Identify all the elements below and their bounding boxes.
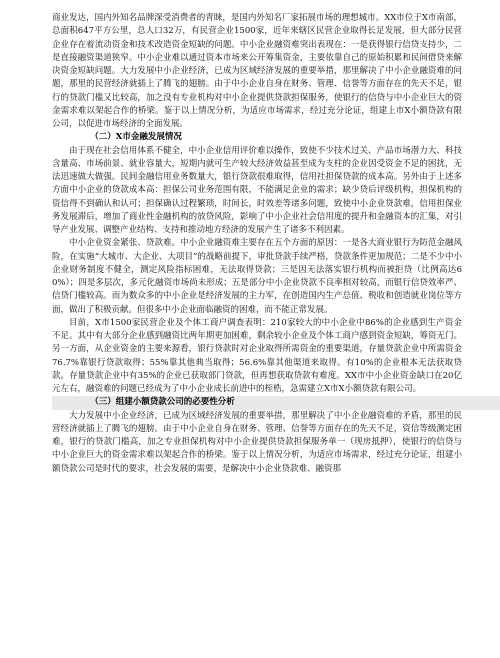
section-heading-row: [52, 131, 462, 144]
paragraph-intro: 商业发达，国内外知名品牌深受消费者的青睐，是国内外知名厂家拓展市场的理想城市。XX市位于X市南部，总面积647平方公里，总人口32万，有民营企业1500家，近年来辖区民营企业取得长足发展，但大部分民营企业存在着流动资金和技术改造资金短缺的问题。中小企业融资难突出表现在：一是获得银行信贷支持少，二是直接融资渠道狭窄。中小企业难以通过资本市场来公开筹集资金，主要依靠自己的原始积累和民间借贷来解决资金短缺问题。大力发展中小企业经济，已成为区域经济发展的重要举措，那里解决了中小企业融资难的问题，那里的民营经济就插上了腾飞的翅膀。由于中小企业自身在财务、管理、信誉等方面存在的先天不足，银行的贷款门槛又比较高，加之没有专业机构对中小企业提供贷款担保服务，使银行的信贷与中小企业巨大的资金需求难以架起合作的桥梁。鉴于以上情况分析，为适应市场需求，经过充分论证，组建上市X小额贷款有限公司，以促进市场经济的全面发展。: [52, 13, 462, 129]
section-heading-finance: （二）X市金融发展情况: [90, 132, 182, 143]
paragraph-loan-difficulty: 中小企业资金紧张、贷款难。中小企业融资难主要存在五个方面的原因：一是各大商业银行为防范金融风险，在实施“大城市、大企业、大项目”的战略前提下，审批贷款手续严格，贷款条件更加规范；二是不少中小企业财务制度不健全，测定风险指标困难，无法取得贷款；三是因无法落实银行机构而被拒贷（比例高达60%）；四是多层次，多元化融资市场尚未形成；五是部分中小企业贷款不良率相对较高，而银行信贷效率严、信贷门槛较高。而为数众多的中小企业是经济发展的主力军，在创造国内生产总值、税收和创造就业岗位等方面，做出了积极贡献。但很多中小企业面临融资的困难，而不能正常发展。: [52, 238, 462, 315]
paragraph-survey: 目前，X市1500家民营企业及个体工商户调查表明：210家较大的中小企业中86%的企业感到生产资金不足。其中有大部分企业感到融资比两年期更加困难，剩余较小企业及个体工商户感到资金短缺，筹资无门。另一方面，从企业资金的主要来源看，银行贷款时对企业取得所需资金的重要渠道，存量贷款企业中所需资金76.7%靠银行贷款取得；55%靠其他典当取得；56.6%靠其他渠道来取得。有10%的企业根本无法获取贷款。存量贷款企业中有35%的企业已获取部门贷款，但再想获取贷款有难度。XX市中小企业资金缺口在20亿元左右，融资难的问题已经成为了中小企业成长前进中的桎梏，急需建立X市X小额贷款有限公司。: [52, 317, 462, 394]
document-body: [52, 12, 462, 476]
paragraph-necessity: 大力发展中小企业经济，已成为区域经济发展的重要举措，那里解决了中小企业融资难的矛盾，那里的民营经济就插上了腾飞的翅膀。由于中小企业自身在财务、管理、信誉等方面存在的先天不足，资信等级测定困难，银行的贷款门槛高，加之专业担保机构对中小企业提供贷款担保服务单一（现房抵押），使银行的信贷与中小企业巨大的资金需求难以架起合作的桥梁。鉴于以上情况分析，为适应市场需求，经过充分论证，组建小额贷款公司是时代的要求，社会发展的需要，是解决中小企业贷款难、融资那: [52, 410, 462, 474]
section-heading-row-shaded: [52, 396, 462, 409]
paragraph-credit-system: 由于现在社会信用体系不健全，中小企业信用评价难以操作，致使不少技术过关、产品市场潜力大、科技含量高、市场前景、就业容量大，短期内就可生产较大经济效益甚至成为支柱的企业因受资金不足的困扰，无法迅速做大做强。民间金融信用业务数量大，银行贷款很难取得，信用社担保贷款的成本高。另外由于上述多方面中小企业的贷款成本高：担保公司业务范围有限，不能满足企业的需求；缺少贷后评级机构，担保机构的资信得不到确认和认可；担保确认过程繁琐，时间长，时效差等诸多问题，致使中小企业贷款难，信用担保业务发展滞后，增加了商业性金融机构的放贷风险，影响了中小企业社会信用度的提升和金融资本的汇集，对引导产业发展、调整产业结构、支持和推动地方经济的发展产生了诸多不利因素。: [52, 145, 462, 235]
section-heading-necessity: （三）组建小额贷款公司的必要性分析: [52, 396, 500, 409]
